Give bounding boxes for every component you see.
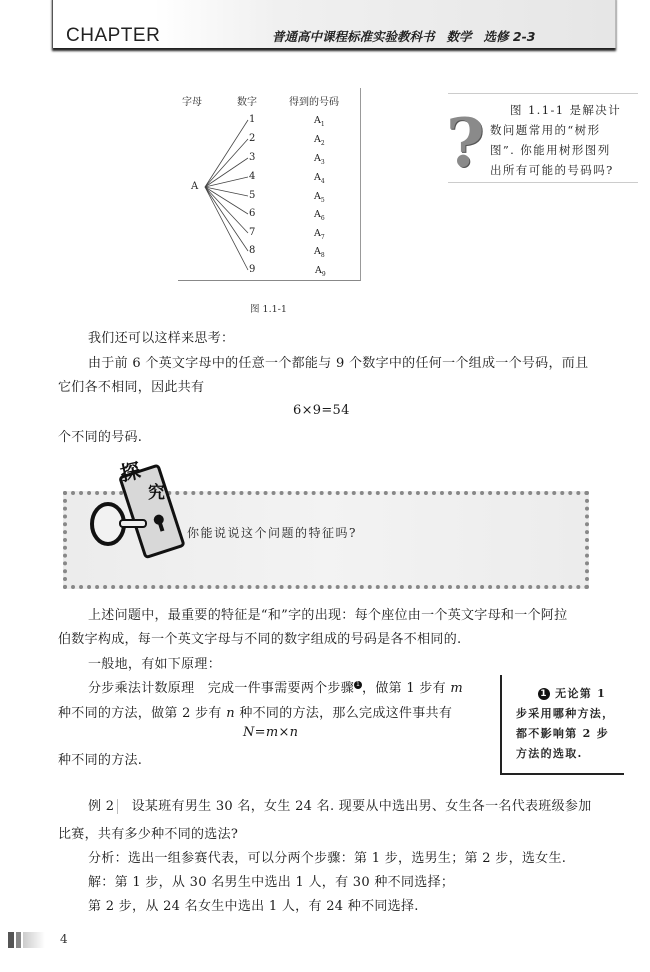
column-header-letter: 字母 [182,97,202,108]
result-a6 [314,209,325,222]
digit-8: 8 [249,245,256,256]
result-subscript: 2 [320,139,325,147]
example-line: 比赛，共有多少种不同的选法? [58,827,239,842]
solution-step-1: 解：第 1 步，从 30 名男生中选出 1 人，有 30 种不同选择； [88,875,455,890]
formula: N=m×n [243,725,299,740]
footnote-line: 方法的选取. [516,747,583,760]
question-mark-icon: ? [446,104,485,182]
digit-6: 6 [249,208,256,219]
inquiry-question: 你能说说这个问题的特征吗? [187,526,357,540]
example-text: 设某班有男生 30 名，女生 24 名. 现要从中选出男、女生各一名代表班级参加 [131,799,592,814]
inquiry-badge-char: 究 [148,483,165,503]
footer-decoration [16,932,21,948]
paragraph: 上述问题中，最重要的特征是“和”字的出现：每个座位由一个英文字母和一个阿拉 [88,608,568,623]
digit-1: 1 [249,114,256,125]
result-subscript: 3 [320,158,325,166]
principle-text: 种不同的方法，那么完成这件事共有 [239,706,453,721]
footnote-line [516,684,626,704]
paragraph: 个不同的号码. [58,430,143,445]
example-label: 例 2 [88,799,118,814]
book-volume: 选修 2-3 [483,29,536,44]
result-subscript: 7 [320,233,325,241]
book-title [272,27,547,45]
result-subscript: 4 [320,177,325,185]
result-subscript: 5 [320,196,325,204]
result-a4 [314,172,325,185]
digit-9: 9 [249,264,256,275]
principle-text: 种不同的方法，做第 2 步有 [58,706,222,721]
sidenote-text [490,100,635,180]
result-letter: A [314,134,321,145]
paragraph: 种不同的方法. [58,753,143,768]
paragraph: 它们各不相同，因此共有 [58,380,205,395]
footnote-text [516,684,626,764]
footnote-marker: 1 [538,688,550,700]
principle-title: 分步乘法计数原理 [88,681,195,696]
principle-line [88,677,463,696]
column-header-digit: 数字 [237,97,257,108]
digit-7: 7 [249,227,256,238]
digit-2: 2 [249,133,256,144]
column-header-result: 得到的号码 [289,97,339,108]
principle-text: 完成一件事需要两个步骤 [207,681,355,696]
result-letter: A [314,172,321,183]
formula: 6×9=54 [293,403,350,418]
footer-decoration [23,932,45,948]
result-letter: A [314,246,321,257]
sidenote-line: 出所有可能的号码吗? [490,163,614,177]
figure-caption: 图 1.1-1 [250,304,287,315]
footnote-line-text: 无论第 1 [555,687,607,700]
paragraph: 一般地，有如下原理： [88,657,222,672]
result-subscript: 9 [321,270,326,278]
tree-branches [170,80,370,290]
example-line [88,795,592,814]
principle-line [58,702,452,721]
tree-root: A [191,181,199,192]
result-a9 [315,265,326,278]
result-a7 [314,228,325,241]
footnote-marker[interactable]: 1 [355,681,361,688]
result-a2 [314,134,325,147]
footnote-line: 都不影响第 2 步 [516,727,610,740]
result-a1 [314,115,325,128]
result-letter: A [314,191,321,202]
paragraph: 伯数字构成，每一个英文字母与不同的数字组成的号码是各不相同的. [58,632,462,647]
result-letter: A [314,153,321,164]
result-letter: A [314,209,321,220]
footnote-line: 步采用哪种方法， [516,707,615,720]
paragraph: 我们还可以这样来思考： [88,331,235,346]
result-letter: A [314,115,321,126]
solution-step-2: 第 2 步，从 24 名女生中选出 1 人，有 24 种不同选择. [88,899,419,914]
sidenote-line: 图 1.1-1 是解决计 [510,103,622,117]
paragraph: 由于前 6 个英文字母中的任意一个都能与 9 个数字中的任何一个组成一个号码，而且 [88,356,589,371]
sidenote-line: 图”. 你能用树形图列 [490,143,611,157]
chapter-label: CHAPTER [66,25,161,46]
sidenote-line: 数问题常用的“树形 [490,123,601,137]
inquiry-badge-char: 探 [118,458,143,486]
digit-3: 3 [249,152,256,163]
result-subscript: 6 [320,214,325,222]
principle-text: ，做第 1 步有 [362,681,446,696]
result-letter: A [314,228,321,239]
book-subject: 数学 [446,29,472,44]
variable-m: m [450,681,464,696]
page-number: 4 [60,932,68,946]
result-letter: A [315,265,322,276]
result-subscript: 8 [320,251,325,259]
result-a8 [314,246,325,259]
digit-4: 4 [249,171,256,182]
footer-decoration [8,932,14,948]
result-a5 [314,191,325,204]
result-a3 [314,153,325,166]
book-series: 普通高中课程标准实验教科书 [272,29,435,44]
analysis: 分析：选出一组参赛代表，可以分两个步骤：第 1 步，选男生；第 2 步，选女生. [88,851,567,866]
digit-5: 5 [249,190,256,201]
result-subscript: 1 [320,120,325,128]
variable-n: n [226,706,235,721]
